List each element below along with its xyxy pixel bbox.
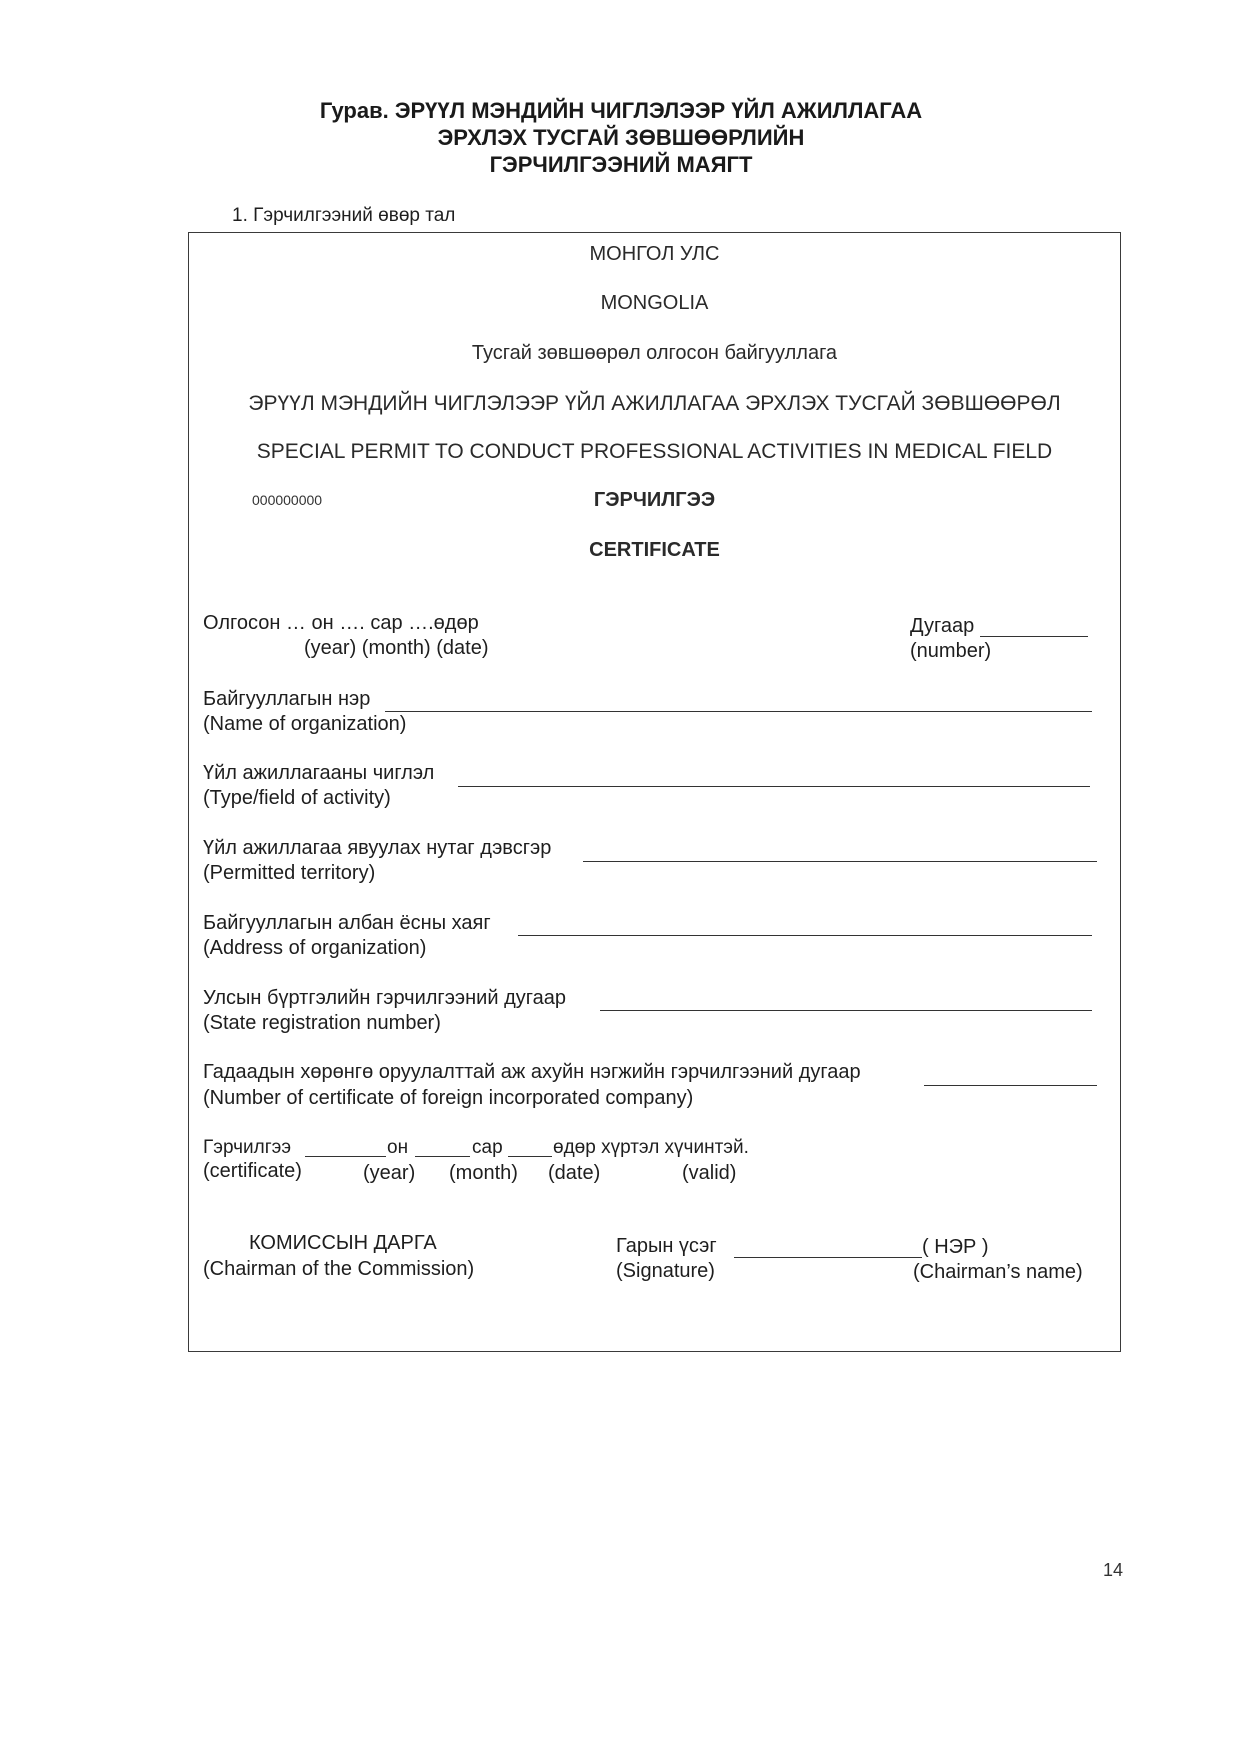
address-label: Байгууллагын албан ёсны хаяг [203,912,491,934]
page-number: 14 [1103,1560,1124,1580]
validity-month-label-en: (month) [449,1162,518,1184]
organization-name-label: Байгууллагын нэр [203,688,371,710]
validity-date-line[interactable] [508,1156,552,1157]
number-line[interactable] [980,636,1088,637]
signature-label-mn: Гарын үсэг [616,1235,717,1257]
country-name-mn: МОНГОЛ УЛС [589,243,720,265]
validity-date-label-en: (date) [548,1162,601,1184]
chairman-name-label-en: (Chairman’s name) [913,1261,1083,1283]
validity-date-label: өдөр хүртэл хүчинтэй. [553,1137,749,1158]
country-name-en: MONGOLIA [600,292,709,314]
foreign-company-line[interactable] [924,1085,1097,1086]
issued-date-label-en: (year) (month) (date) [304,637,489,659]
activity-type-line[interactable] [458,786,1090,787]
territory-line[interactable] [583,861,1097,862]
document-title-line-3: ГЭРЧИЛГЭЭНИЙ МАЯГТ [489,152,753,177]
validity-certificate-label-en: (certificate) [203,1160,302,1182]
document-title-line-2: ЭРХЛЭХ ТУСГАЙ ЗӨВШӨӨРЛИЙН [437,125,805,150]
chairman-title-en: (Chairman of the Commission) [203,1258,475,1280]
number-label-mn: Дугаар [910,615,975,637]
validity-valid-label-en: (valid) [682,1162,737,1184]
issuing-organization: Тусгай зөвшөөрөл олгосон байгууллага [471,342,838,364]
signature-line[interactable] [734,1257,922,1258]
chairman-name-label-mn: ( НЭР ) [922,1236,989,1258]
territory-label-en: (Permitted territory) [203,862,376,884]
certificate-heading-en: CERTIFICATE [589,539,720,561]
document-title-line-1: Гурав. ЭРҮҮЛ МЭНДИЙН ЧИГЛЭЛЭЭР ҮЙЛ АЖИЛЛАГАА [319,98,923,123]
validity-certificate-label: Гэрчилгээ [203,1137,292,1158]
state-registration-line[interactable] [600,1010,1092,1011]
activity-type-label: Үйл ажиллагааны чиглэл [203,762,435,784]
territory-label: Үйл ажиллагаа явуулах нутаг дэвсгэр [203,837,552,859]
organization-name-label-en: (Name of organization) [203,713,407,735]
activity-type-label-en: (Type/field of activity) [203,787,391,809]
number-label-en: (number) [910,640,992,662]
validity-month-label: сар [472,1137,503,1158]
permit-title-mn: ЭРҮҮЛ МЭНДИЙН ЧИГЛЭЛЭЭР ҮЙЛ АЖИЛЛАГАА ЭРХЛЭХ ТУСГАЙ ЗӨВШӨӨРӨЛ [248,392,1061,415]
permit-title-en: SPECIAL PERMIT TO CONDUCT PROFESSIONAL ACTIVITIES IN MEDICAL FIELD [256,440,1053,463]
address-label-en: (Address of organization) [203,937,427,959]
address-line[interactable] [518,935,1092,936]
organization-name-line[interactable] [385,711,1092,712]
validity-year-label: он [387,1137,409,1158]
validity-year-line[interactable] [305,1156,386,1157]
foreign-company-label: Гадаадын хөрөнгө оруулалттай аж ахуйн нэгжийн гэрчилгээний дугаар [203,1061,861,1083]
validity-month-line[interactable] [415,1156,470,1157]
foreign-company-label-en: (Number of certificate of foreign incorporated company) [203,1087,694,1109]
state-registration-label-en: (State registration number) [203,1012,441,1034]
section-label: 1. Гэрчилгээний өвөр тал [232,205,456,226]
validity-year-label-en: (year) [363,1162,416,1184]
certificate-serial-number: 000000000 [252,492,323,508]
chairman-title-mn: КОМИССЫН ДАРГА [249,1232,437,1254]
signature-label-en: (Signature) [616,1260,715,1282]
certificate-heading-mn: ГЭРЧИЛГЭЭ [593,489,716,511]
issued-date-label-mn: Олгосон … он …. сар ….өдөр [203,612,479,634]
state-registration-label: Улсын бүртгэлийн гэрчилгээний дугаар [203,987,566,1009]
